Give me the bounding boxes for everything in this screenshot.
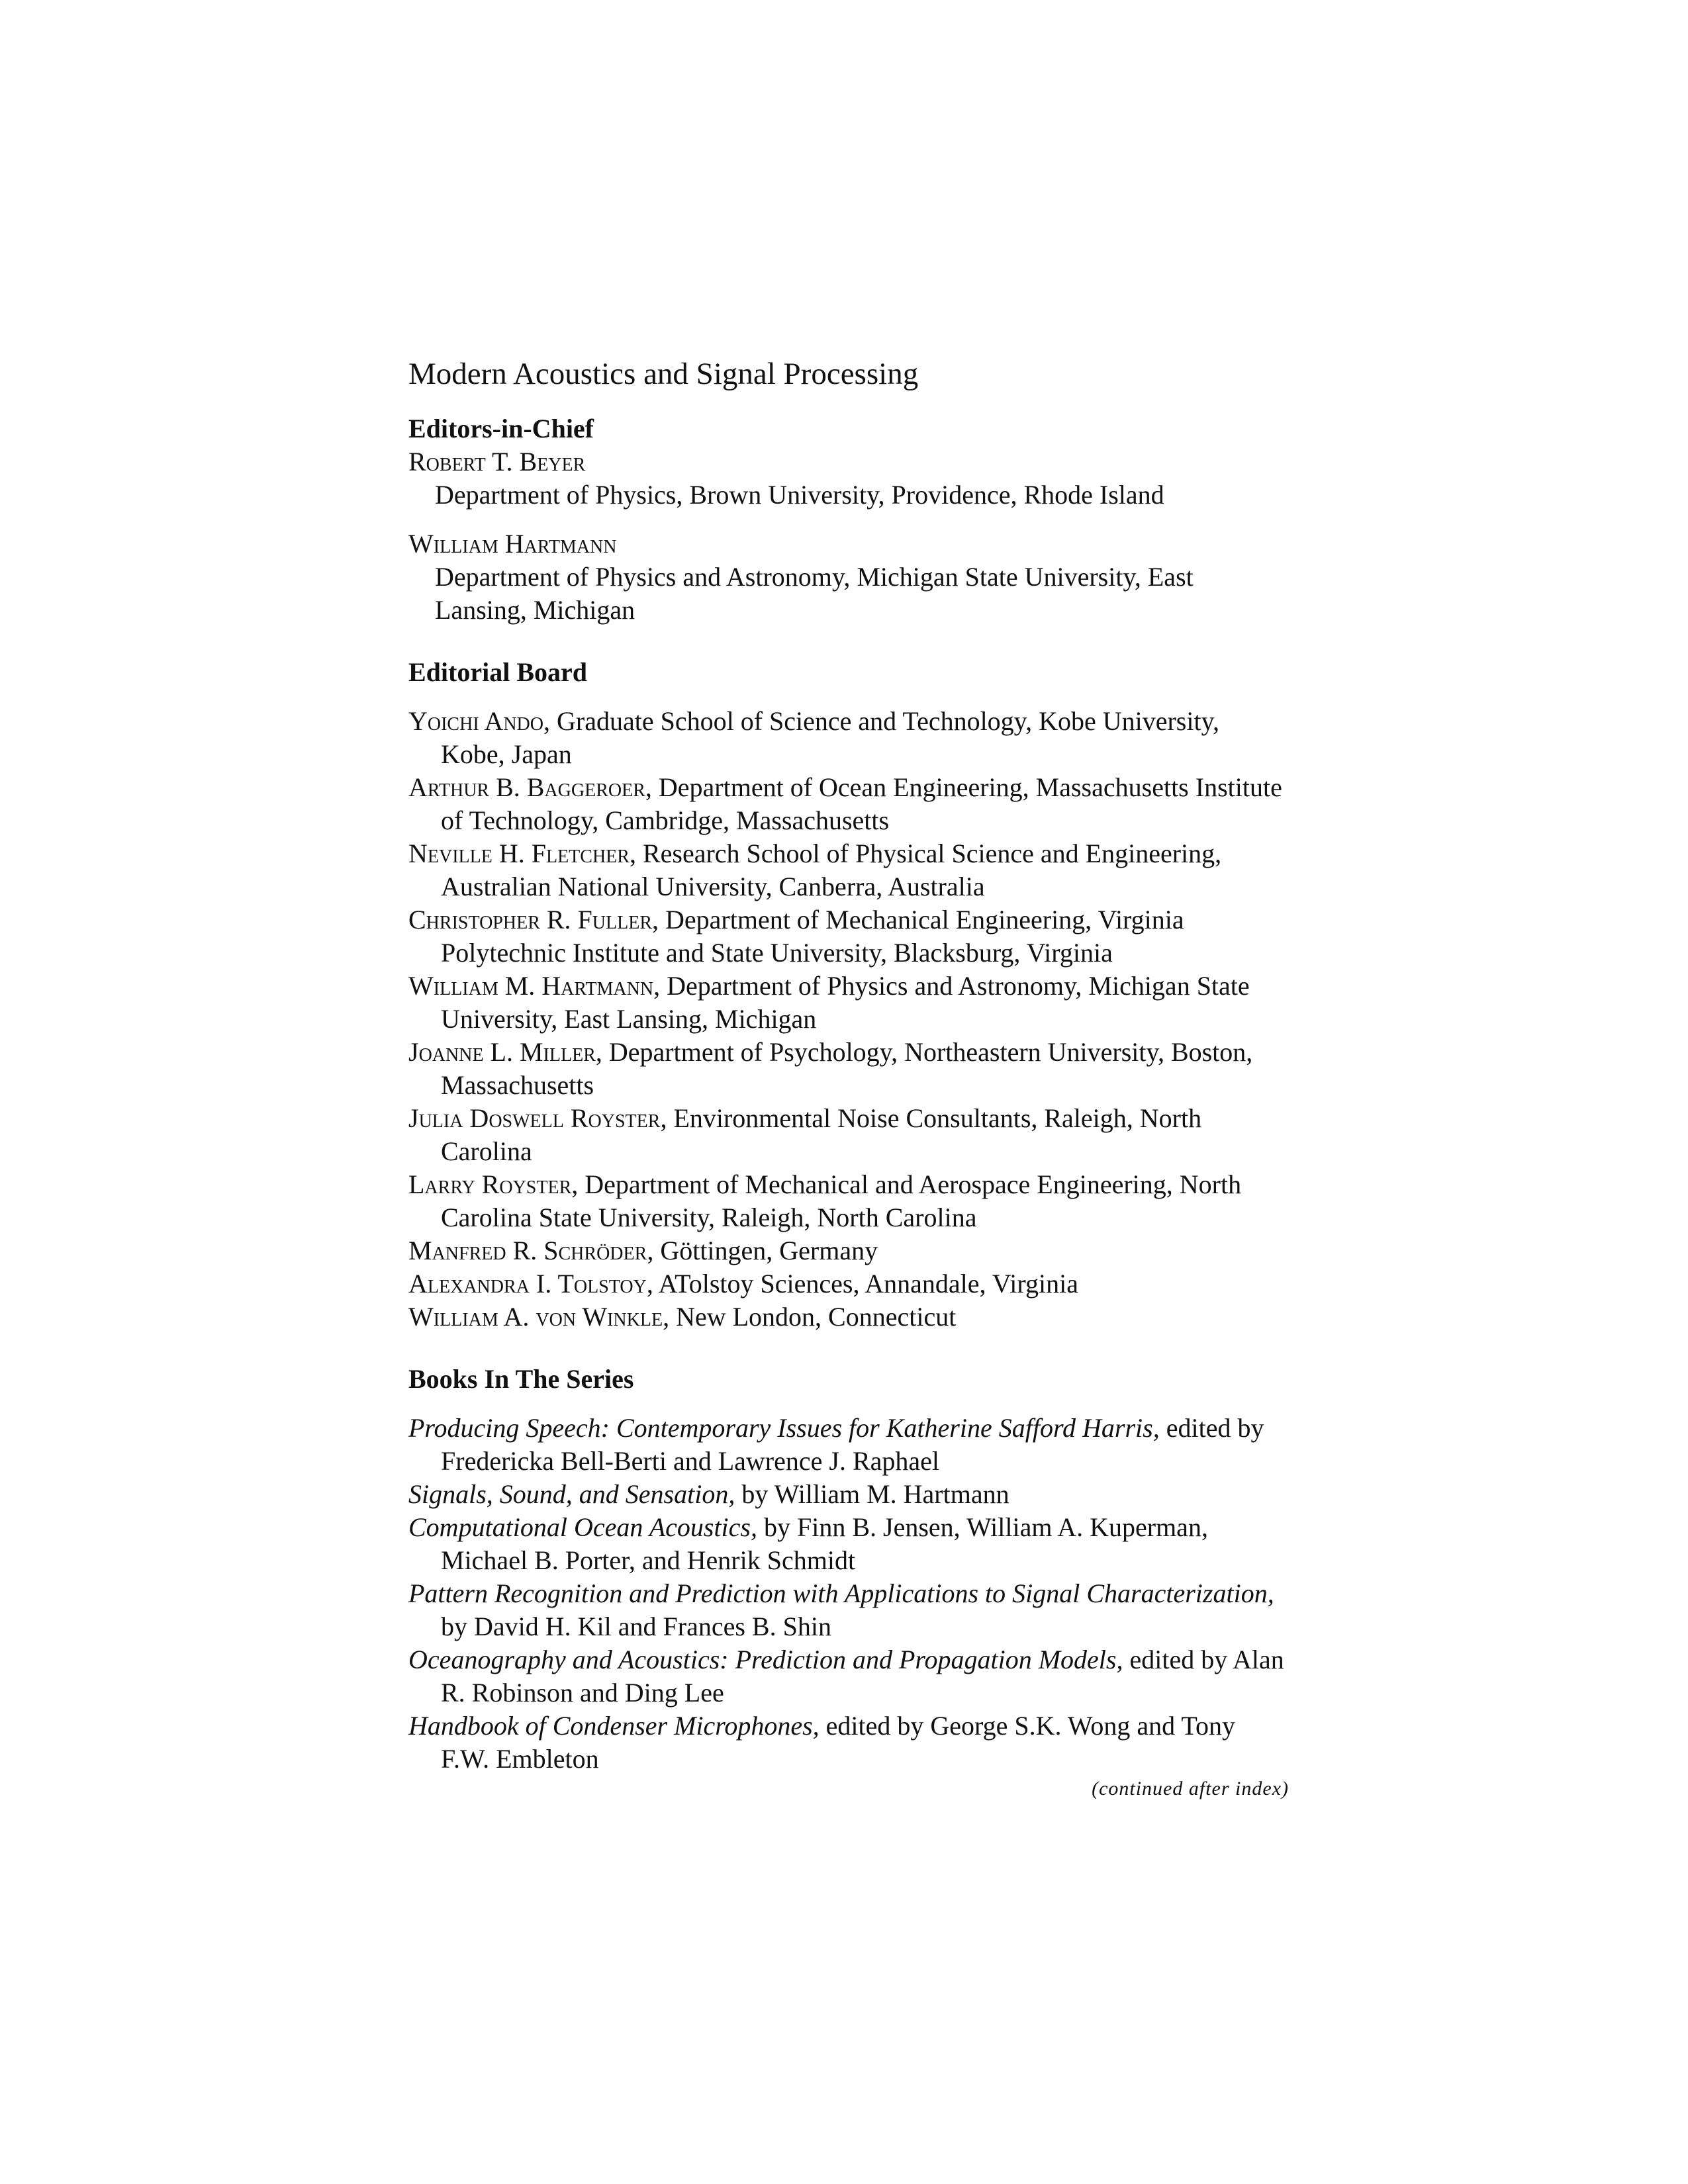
board-member-name: Arthur B. Baggeroer <box>408 772 645 802</box>
board-member-name: Joanne L. Miller <box>408 1037 596 1067</box>
editor-name: William Hartmann <box>408 529 617 559</box>
series-title: Modern Acoustics and Signal Processing <box>408 357 919 391</box>
board-member <box>408 903 1289 970</box>
board-member-affiliation: , Department of Mechanical and Aerospace Engineering, North Carolina State University, Raleigh, North Carolina <box>441 1169 1242 1232</box>
book-title: Signals, Sound, and Sensation, <box>408 1479 735 1509</box>
board-member <box>408 1234 1289 1267</box>
book-title: Pattern Recognition and Prediction with Applications to Signal Characterization, <box>408 1578 1274 1608</box>
book-credit: edited by Fredericka Bell-Berti and Lawrence J. Raphael <box>441 1413 1264 1476</box>
continued-note: (continued after index) <box>1092 1778 1289 1799</box>
books-in-series-heading: Books In The Series <box>408 1364 634 1394</box>
book-entry <box>408 1478 1289 1511</box>
board-member-affiliation: , Graduate School of Science and Technology, Kobe University, Kobe, Japan <box>441 706 1219 769</box>
series-page <box>408 354 1289 1802</box>
book-credit: by William M. Hartmann <box>735 1479 1009 1509</box>
board-member-name: Julia Doswell Royster <box>408 1103 661 1133</box>
books-in-series-section <box>408 1363 1289 1802</box>
board-member-name: Larry Royster <box>408 1169 572 1199</box>
editors-in-chief-section <box>408 412 1289 627</box>
board-member <box>408 970 1289 1036</box>
board-member <box>408 1036 1289 1102</box>
book-title: Computational Ocean Acoustics, <box>408 1512 757 1542</box>
board-member-affiliation: , Department of Mechanical Engineering, Virginia Polytechnic Institute and State University, Blacksburg, Virginia <box>441 905 1184 968</box>
editor-affiliation: Department of Physics, Brown University, Providence, Rhode Island <box>435 480 1164 510</box>
editorial-board-heading: Editorial Board <box>408 657 588 687</box>
editor-in-chief-entry <box>408 527 1289 627</box>
board-member-name: Manfred R. Schröder <box>408 1236 647 1265</box>
book-entry <box>408 1709 1289 1776</box>
board-member-name: Alexandra I. Tolstoy <box>408 1269 647 1298</box>
editor-in-chief-entry <box>408 445 1289 512</box>
board-member <box>408 1267 1289 1300</box>
board-member <box>408 771 1289 837</box>
book-title: Handbook of Condenser Microphones, <box>408 1711 820 1741</box>
board-member-affiliation: , Department of Psychology, Northeastern University, Boston, Massachusetts <box>441 1037 1253 1100</box>
editors-in-chief-heading: Editors-in-Chief <box>408 414 594 443</box>
book-credit: edited by Alan R. Robinson and Ding Lee <box>441 1645 1284 1707</box>
book-title: Producing Speech: Contemporary Issues for Katherine Safford Harris, <box>408 1413 1160 1443</box>
editorial-board-section <box>408 656 1289 1334</box>
book-entry <box>408 1643 1289 1709</box>
board-member-name: Yoichi Ando <box>408 706 543 736</box>
board-member <box>408 1168 1289 1234</box>
book-credit: by David H. Kil and Frances B. Shin <box>441 1612 831 1641</box>
board-member-affiliation: , ATolstoy Sciences, Annandale, Virginia <box>646 1269 1078 1298</box>
board-member-affiliation: , Department of Ocean Engineering, Massachusetts Institute of Technology, Cambridge, Massachusetts <box>441 772 1282 835</box>
board-member <box>408 705 1289 771</box>
board-member-affiliation: , Department of Physics and Astronomy, Michigan State University, East Lansing, Michigan <box>441 971 1250 1034</box>
editorial-board-list <box>408 705 1289 1334</box>
board-member-name: William A. von Winkle <box>408 1302 663 1332</box>
book-entry <box>408 1412 1289 1478</box>
board-member <box>408 1102 1289 1168</box>
board-member-affiliation: , New London, Connecticut <box>663 1302 957 1332</box>
editor-name: Robert T. Beyer <box>408 447 586 477</box>
book-credit: edited by George S.K. Wong and Tony F.W. Embleton <box>441 1711 1236 1774</box>
board-member-name: William M. Hartmann <box>408 971 654 1001</box>
board-member-affiliation: , Göttingen, Germany <box>647 1236 878 1265</box>
board-member <box>408 1300 1289 1334</box>
editor-affiliation: Department of Physics and Astronomy, Michigan State University, East Lansing, Michigan <box>435 562 1194 625</box>
books-list <box>408 1412 1289 1776</box>
board-member-affiliation: , Research School of Physical Science and Engineering, Australian National University, Canberra, Australia <box>441 839 1222 901</box>
board-member-affiliation: , Environmental Noise Consultants, Raleigh, North Carolina <box>441 1103 1202 1166</box>
book-entry <box>408 1511 1289 1577</box>
book-title: Oceanography and Acoustics: Prediction and Propagation Models, <box>408 1645 1123 1674</box>
book-entry <box>408 1577 1289 1643</box>
board-member <box>408 837 1289 903</box>
book-credit: by Finn B. Jensen, William A. Kuperman, Michael B. Porter, and Henrik Schmidt <box>441 1512 1208 1575</box>
board-member-name: Neville H. Fletcher <box>408 839 630 868</box>
board-member-name: Christopher R. Fuller <box>408 905 652 934</box>
